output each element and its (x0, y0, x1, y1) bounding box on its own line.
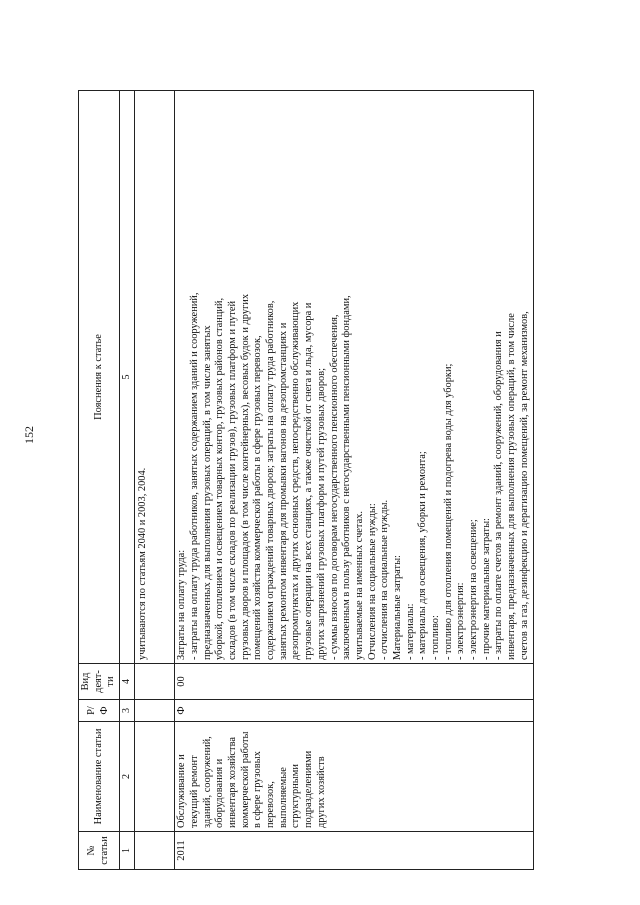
explanation-line: предназначенных для выполнения грузовых операций, в том числе занятых (201, 325, 213, 660)
column-number: 2 (120, 722, 135, 832)
explanation-line: инвентаря, предназначенных для выполнения грузовых операций, в том числе (506, 313, 518, 660)
item-number: 2011 (175, 832, 533, 870)
explanation-line: учитываемые на именных счетах. (353, 511, 365, 660)
cost-items-table (78, 90, 534, 870)
explanation-line: - электроэнергия: (455, 582, 467, 660)
explanation-line: грузовых дворов и площадок (в том числе контейнерных), весовых будок и других (239, 293, 251, 660)
page-number: 152 (22, 426, 36, 444)
explanation-line: уборкой, отоплением и освещением товарных контор, грузовых районов станций, (214, 297, 226, 660)
explanation-line: занятых ремонтом инвентаря для промывки вагонов на дезопромстанциях и (277, 322, 289, 660)
explanation-line: - топливо: (430, 615, 441, 660)
header-item-name: Наименование статьи (79, 722, 120, 832)
carry-over-row (135, 91, 175, 870)
explanation-line: Материальные затраты: (391, 555, 403, 660)
header-activity: Вид деят-ти (79, 664, 120, 700)
explanation-line: - материалы для освещения, уборки и ремонта; (417, 451, 429, 660)
column-number-row (120, 91, 135, 870)
header-rf: Р/Ф (79, 700, 120, 722)
item-activity: 00 (175, 664, 533, 700)
header-row (79, 91, 120, 870)
carry-empty-cell (135, 700, 175, 722)
explanation-line: - прочие материальные затраты: (480, 518, 492, 660)
rotated-content (78, 90, 578, 870)
explanation-line: дезопромпунктах и других основных средств, непосредственно обслуживающих (290, 301, 302, 660)
explanation-line: содержанием ограждений товарных дворов; затраты на оплату труда работников, (265, 300, 277, 660)
column-number: 5 (120, 91, 135, 664)
header-explanation: Пояснения к статье (79, 91, 120, 664)
column-number: 3 (120, 700, 135, 722)
carry-empty-cell (135, 722, 175, 832)
header-item-number: № статьи (79, 832, 120, 870)
item-rf: Ф (175, 700, 533, 722)
explanation-line: - электроэнергия на освещение; (468, 519, 480, 660)
explanation-line: складов (в том числе складов по реализации грузов), грузовых платформ и путей (227, 300, 238, 660)
carry-empty-cell (135, 832, 175, 870)
explanation-line: грузовые операции на всех станциях, а также очисткой от снега и льда, мусора и (303, 302, 315, 660)
explanation-line: - затраты по оплате счетов за ремонт зданий, сооружений, оборудования и (493, 331, 505, 660)
column-number: 4 (120, 664, 135, 700)
explanation-line: заключенным в пользу работников с негосударственными пенсионными фондами, (341, 295, 353, 660)
explanation-line: - топливо для отопления помещений и подогрева воды для уборки; (442, 363, 454, 660)
explanation-line: Затраты на оплату труда: (176, 549, 188, 660)
carry-empty-cell (135, 664, 175, 700)
explanation-line: - затраты на оплату труда работников, занятых содержанием зданий и сооружений, (188, 292, 200, 660)
item-explanation (175, 91, 533, 664)
explanation-line: Отчисления на социальные нужды: (366, 503, 378, 660)
explanation-line: - отчисления на социальные нужды. (379, 499, 391, 660)
column-number: 1 (120, 832, 135, 870)
explanation-line: других загрязнений грузовых платформ и путей грузовых дворов; (315, 367, 327, 660)
explanation-line: помещений хозяйства коммерческой работы в сфере грузовых перевозок, (252, 335, 264, 660)
item-name: Обслуживание и текущий ремонт зданий, сооружений, оборудования и инвентаря хозяйства коммерческой работы в сфере грузовых перевозок, выполняемые структурными подразделениями других хозяйств (175, 722, 533, 832)
explanation-line: - материалы: (404, 603, 416, 660)
table-row (175, 91, 533, 870)
explanation-line: - суммы взносов по договорам негосударственного пенсионного обеспечения, (328, 314, 340, 660)
carry-over-text: учитываются по статьям 2040 и 2003, 2004. (135, 91, 175, 664)
explanation-line: счетов за газ, дезинфекцию и дератизацию помещений, за ремонт механизмов, (518, 311, 530, 660)
